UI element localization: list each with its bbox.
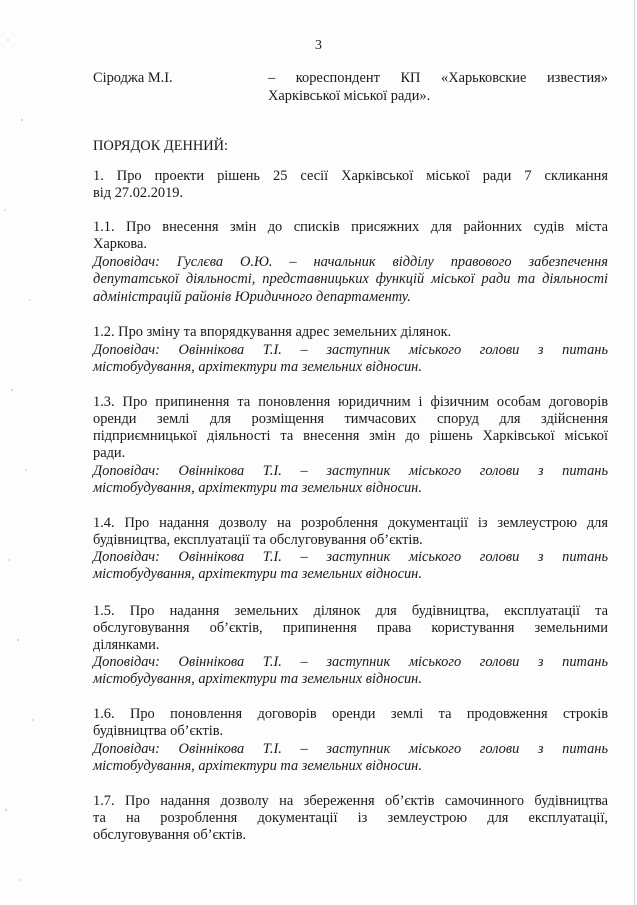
agenda-item-1-7-line2: та на розроблення документації із землеустрою для експлуатації, <box>93 810 608 826</box>
agenda-heading: ПОРЯДОК ДЕННИЙ: <box>93 138 229 154</box>
agenda-item-1-6-speaker-line2: містобудування, архітектури та земельних відносин. <box>93 758 422 774</box>
agenda-item-1-5-speaker-line2: містобудування, архітектури та земельних відносин. <box>93 671 422 687</box>
attendee-role-line1: – кореспондент КП «Харьковские известия» <box>268 70 608 86</box>
agenda-item-1-3-line2: оренди землі для розміщення тимчасових споруд для здійснення <box>93 411 608 427</box>
agenda-item-1-4-line2: будівництва, експлуатації та обслуговування об’єктів. <box>93 532 423 548</box>
agenda-item-1-4-line1: 1.4. Про надання дозволу на розроблення документації із землеустрою для <box>93 515 608 531</box>
agenda-item-1-5-line2: обслуговування об’єктів, припинення права користування земельними <box>93 620 608 636</box>
agenda-item-1-2-speaker-line1: Доповідач: Овіннікова Т.І. – заступник міського голови з питань <box>93 342 608 358</box>
agenda-item-1-3-speaker-line1: Доповідач: Овіннікова Т.І. – заступник міського голови з питань <box>93 463 608 479</box>
agenda-item-1-5-line3: ділянками. <box>93 637 160 653</box>
attendee-name: Сіроджа М.І. <box>93 70 173 86</box>
page-number: 3 <box>315 38 322 53</box>
agenda-item-1-7-line1: 1.7. Про надання дозволу на збереження об’єктів самочинного будівництва <box>93 793 608 809</box>
agenda-item-1-line1: 1. Про проекти рішень 25 сесії Харківської міської ради 7 скликання <box>93 168 608 184</box>
attendee-role-line2: Харківської міської ради». <box>268 88 431 104</box>
agenda-item-1-5-line1: 1.5. Про надання земельних ділянок для будівництва, експлуатації та <box>93 603 608 619</box>
agenda-item-1-2-line1: 1.2. Про зміну та впорядкування адрес земельних ділянок. <box>93 324 452 340</box>
agenda-item-1-3-line1: 1.3. Про припинення та поновлення юридичним і фізичним особам договорів <box>93 394 608 410</box>
agenda-item-1-3-line4: ради. <box>93 445 126 461</box>
agenda-item-1-line2: від 27.02.2019. <box>93 185 184 201</box>
page-right-edge <box>634 0 635 905</box>
agenda-item-1-3-line3: підприємницької діяльності та внесення змін до рішень Харківської міської <box>93 428 608 444</box>
agenda-item-1-6-speaker-line1: Доповідач: Овіннікова Т.І. – заступник міського голови з питань <box>93 741 608 757</box>
agenda-item-1-1-speaker-line2: депутатської діяльності, представницьких функцій міської ради та діяльності <box>93 271 608 287</box>
agenda-item-1-4-speaker-line2: містобудування, архітектури та земельних відносин. <box>93 566 422 582</box>
agenda-item-1-1-line2: Харкова. <box>93 236 148 252</box>
agenda-item-1-1-speaker-line3: адміністрацій районів Юридичного департаменту. <box>93 289 411 305</box>
agenda-item-1-1-line1: 1.1. Про внесення змін до списків присяжних для районних судів міста <box>93 219 608 235</box>
agenda-item-1-3-speaker-line2: містобудування, архітектури та земельних відносин. <box>93 480 422 496</box>
agenda-item-1-1-speaker-line1: Доповідач: Гуслєва О.Ю. – начальник відділу правового забезпечення <box>93 254 608 270</box>
agenda-item-1-6-line2: будівництва об’єктів. <box>93 723 224 739</box>
agenda-item-1-5-speaker-line1: Доповідач: Овіннікова Т.І. – заступник міського голови з питань <box>93 654 608 670</box>
agenda-item-1-2-speaker-line2: містобудування, архітектури та земельних відносин. <box>93 359 422 375</box>
scan-edge-noise <box>0 0 40 905</box>
agenda-item-1-4-speaker-line1: Доповідач: Овіннікова Т.І. – заступник міського голови з питань <box>93 549 608 565</box>
agenda-item-1-7-line3: обслуговування об’єктів. <box>93 827 247 843</box>
agenda-item-1-6-line1: 1.6. Про поновлення договорів оренди землі та продовження строків <box>93 706 608 722</box>
